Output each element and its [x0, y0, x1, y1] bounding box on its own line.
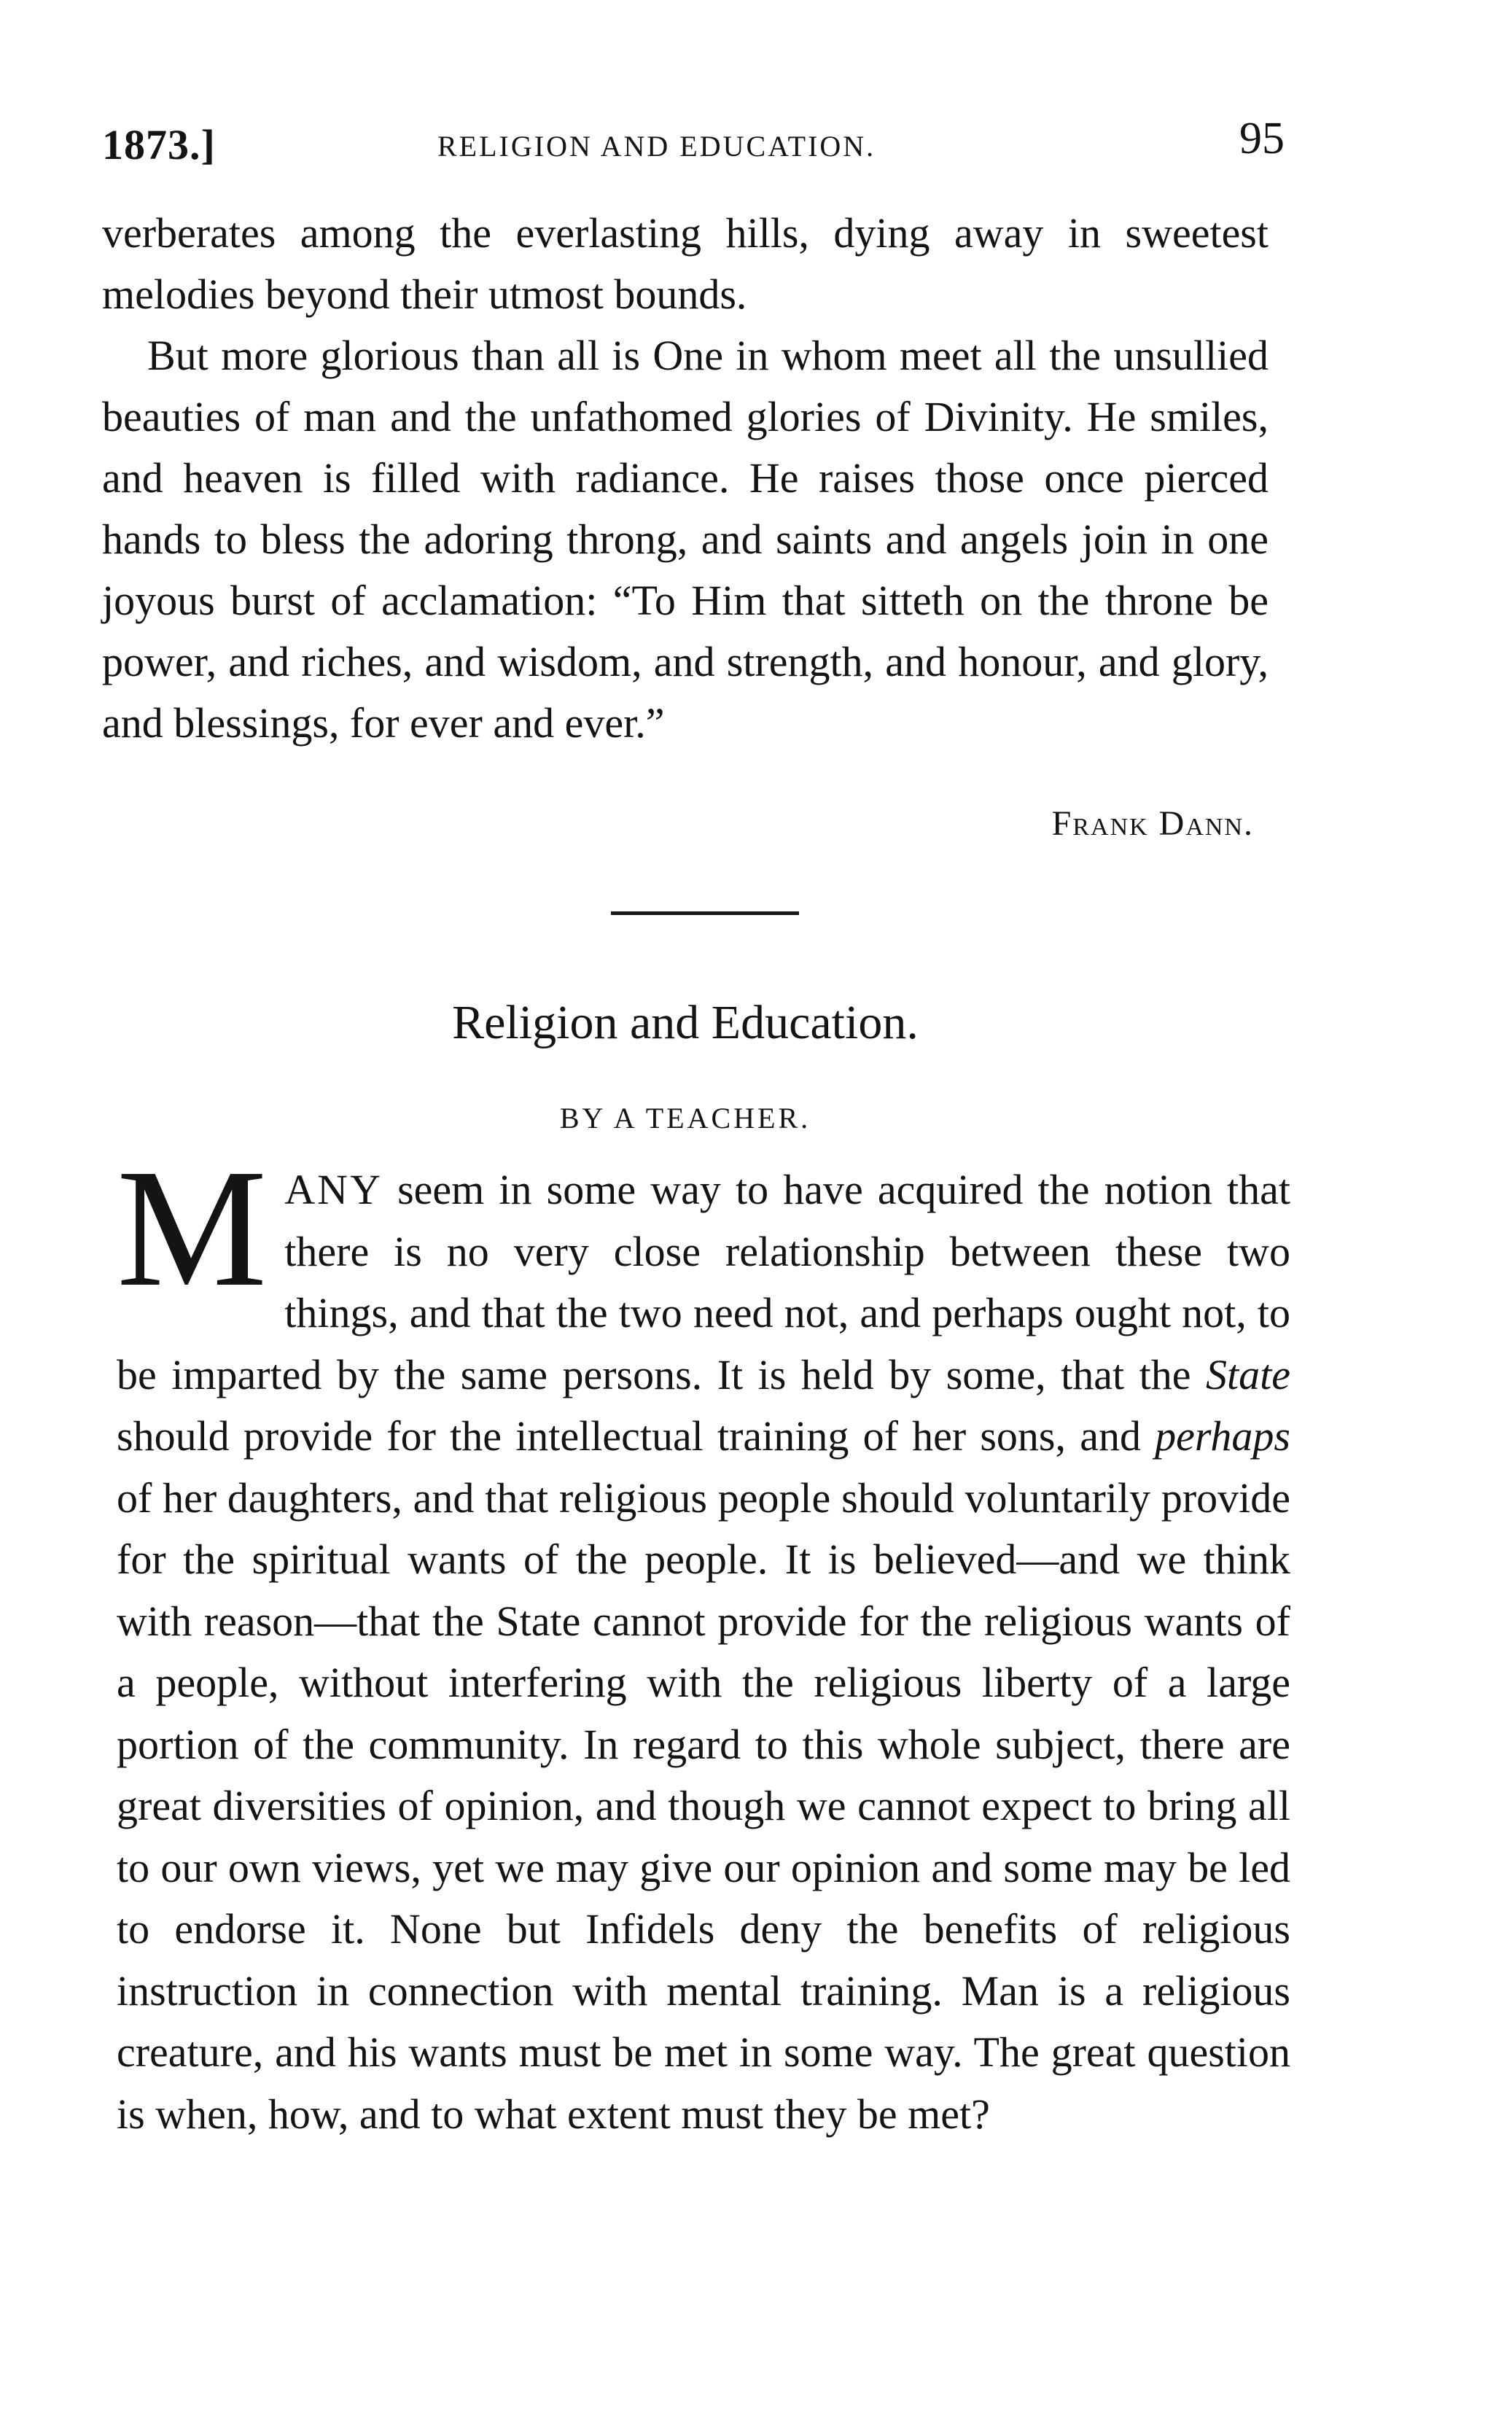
- article-title: Religion and Education.: [452, 996, 919, 1049]
- running-head: [102, 113, 1283, 179]
- body-text-start: seem in some way to have acquired the notion that there is no very close relationship between these two things, and that the two need not, and perhaps ought not, to be imparted by the same persons. It is held by some, that the: [117, 1166, 1290, 1398]
- header-title: RELIGION AND EDUCATION.: [437, 130, 876, 163]
- lead-caps: ANY: [284, 1166, 383, 1213]
- closing-paragraph: But more glorious than all is One in whom meet all the unsullied beauties of man and the unfathomed glories of Divinity. He smiles, and heaven is filled with radiance. He raises those once pierced hands to bless the adoring throng, and saints and angels join in one joyous burst of acclamation: “To Him that sitteth on the throne be power, and riches, and wisdom, and strength, and honour, and glory, and blessings, for ever and ever.”: [102, 332, 1269, 747]
- italic-state: State: [1206, 1350, 1290, 1398]
- drop-cap: M: [117, 1134, 268, 1322]
- header-year: 1873.]: [102, 121, 216, 168]
- article-body: [117, 1134, 1290, 2145]
- italic-perhaps: perhaps: [1155, 1412, 1290, 1460]
- article-byline: BY A TEACHER.: [559, 1102, 811, 1134]
- body-text-rest: of her daughters, and that religious people should voluntarily provide for the spiritual wants of the people. It is believed—and we think with reason—that the State cannot provide for the religious wants of a people, without interfering with the religious liberty of a large portion of the community. In regard to this whole subject, there are great diversities of opinion, and though we cannot expect to bring all to our own views, yet we may give our opinion and some may be led to endorse it. None but Infidels deny the benefits of religious instruction in connection with mental training. Man is a religious creature, and his wants must be met in some way. The great question is when, how, and to what extent must they be met?: [117, 1474, 1290, 2138]
- page-number: 95: [1239, 114, 1285, 163]
- section-divider: [611, 911, 799, 915]
- body-text-mid: should provide for the intellectual training of her sons, and: [117, 1412, 1156, 1460]
- continued-paragraph: verberates among the everlasting hills, dying away in sweetest melodies beyond their utmost bounds.: [102, 209, 1269, 318]
- author-signature: Frank Dann.: [1051, 804, 1254, 843]
